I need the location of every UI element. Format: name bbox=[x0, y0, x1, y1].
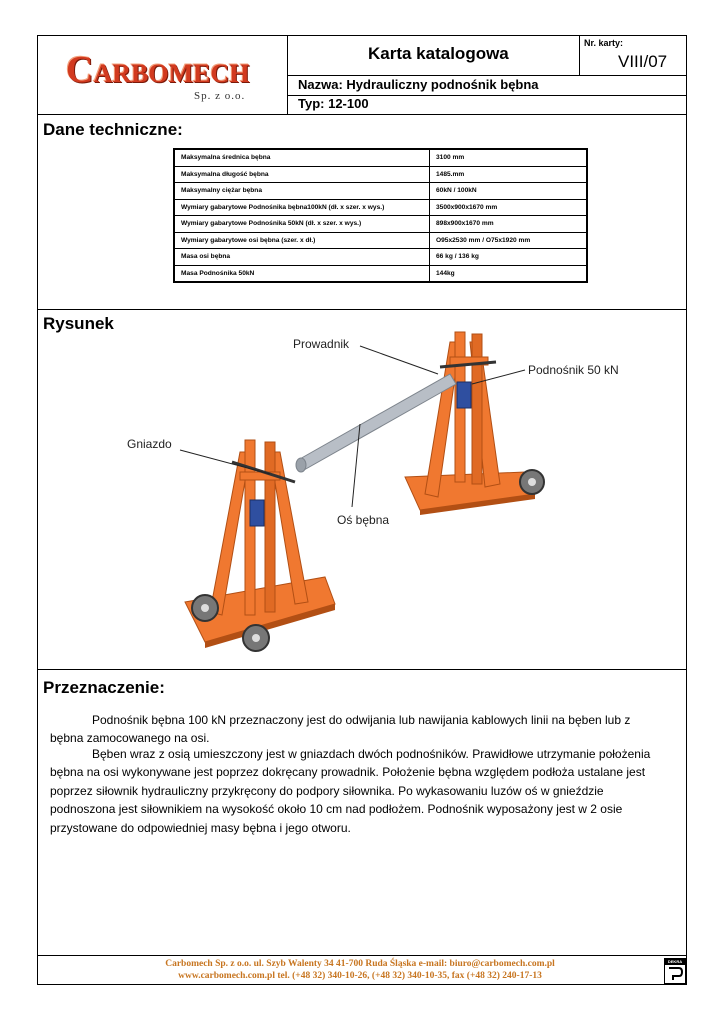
technical-key: Wymiary gabarytowe Podnośnika bębna100kN (dł. x szer. x wys.) bbox=[174, 199, 430, 216]
drawing-heading: Rysunek bbox=[43, 314, 114, 333]
technical-key: Maksymalna średnica bębna bbox=[174, 149, 430, 166]
technical-value: 3100 mm bbox=[430, 149, 588, 166]
card-number-label: Nr. karty: bbox=[584, 38, 624, 48]
label-guide: Prowadnik bbox=[293, 337, 350, 351]
guide-callout-line bbox=[360, 346, 438, 374]
technical-value: O95x2530 mm / O75x1920 mm bbox=[430, 232, 588, 249]
right-hydraulic-cylinder bbox=[457, 382, 471, 408]
footer-divider bbox=[37, 955, 687, 956]
footer-address: Carbomech Sp. z o.o. ul. Szyb Walenty 34 41-700 Ruda Śląska e-mail: biuro@carbomech.com.pl bbox=[165, 959, 555, 969]
technical-row bbox=[174, 199, 587, 216]
certificate-text: DEKRA bbox=[665, 959, 685, 965]
technical-key: Maksymalny ciężar bębna bbox=[174, 183, 430, 200]
technical-key: Masa Podnośnika 50kN bbox=[174, 265, 430, 282]
purpose-p2-line-5: przystowane do odpowiedniej masy bębna i jego otworu. bbox=[50, 820, 351, 835]
page-title: Karta katalogowa bbox=[368, 44, 509, 63]
left-hydraulic-cylinder bbox=[250, 500, 264, 526]
card-number: VIII/07 bbox=[618, 52, 668, 71]
purpose-p2-line-4: podnoszona jest siłownikiem na wysokość około 10 cm nad podłożem. Podnośnik wyposażony jest w 2 osie bbox=[50, 802, 623, 817]
technical-value: 1485.mm bbox=[430, 166, 588, 183]
purpose-paragraph-2 bbox=[50, 745, 674, 837]
axle-end bbox=[296, 458, 306, 472]
company-logo bbox=[66, 48, 266, 108]
left-wheel-1-hub bbox=[201, 604, 209, 612]
quality-certificate-icon bbox=[664, 958, 686, 984]
left-wheel-2-hub bbox=[252, 634, 260, 642]
label-jack: Podnośnik 50 kN bbox=[528, 363, 619, 377]
technical-key: Wymiary gabarytowe osi bębna (szer. x dł.) bbox=[174, 232, 430, 249]
technical-value: 60kN / 100kN bbox=[430, 183, 588, 200]
purpose-p1-line-2: bębna zamocowanego na osi. bbox=[50, 731, 210, 746]
technical-row bbox=[174, 183, 587, 200]
technical-row bbox=[174, 265, 587, 282]
purpose-p2-line-2: bębna na osi wykonywane jest poprzez dokręcany prowadnik. Położenie bębna względem podłoża ustalane jest bbox=[50, 765, 646, 780]
purpose-heading: Przeznaczenie: bbox=[43, 678, 165, 697]
product-name: Nazwa: Hydrauliczny podnośnik bębna bbox=[298, 77, 539, 92]
label-socket: Gniazdo bbox=[127, 437, 172, 451]
certificate-mark bbox=[665, 965, 685, 982]
left-column-b bbox=[265, 442, 275, 612]
technical-value: 3500x900x1670 mm bbox=[430, 199, 588, 216]
product-type: Typ: 12-100 bbox=[298, 96, 369, 111]
technical-key: Masa osi bębna bbox=[174, 249, 430, 266]
section-divider-1 bbox=[37, 309, 687, 310]
technical-key: Maksymalna długość bębna bbox=[174, 166, 430, 183]
logo-suffix: Sp. z o.o. bbox=[194, 90, 246, 102]
technical-table bbox=[173, 148, 588, 283]
technical-heading: Dane techniczne: bbox=[43, 120, 183, 139]
right-wheel-1-hub bbox=[528, 478, 536, 486]
purpose-p2-line-1: Bęben wraz z osią umieszczony jest w gniazdach dwóch podnośników. Prawidłowe utrzymanie położenia bbox=[92, 747, 651, 761]
label-axle: Oś bębna bbox=[337, 513, 390, 527]
technical-value: 898x900x1670 mm bbox=[430, 216, 588, 233]
purpose-p1-line-1: Podnośnik bębna 100 kN przeznaczony jest do odwijania lub nawijania kablowych linii na bęben lub z bbox=[92, 713, 631, 727]
header-row-line-1 bbox=[287, 75, 687, 76]
logo-name: ARBOMECH bbox=[93, 59, 250, 88]
technical-value: 66 kg / 136 kg bbox=[430, 249, 588, 266]
logo-initial: C bbox=[66, 49, 94, 91]
purpose-paragraph-1 bbox=[50, 711, 674, 748]
header-bottom-line bbox=[37, 114, 687, 115]
technical-value: 144kg bbox=[430, 265, 588, 282]
technical-row bbox=[174, 166, 587, 183]
technical-row bbox=[174, 232, 587, 249]
footer-contact: www.carbomech.com.pl tel. (+48 32) 340-10-26, (+48 32) 340-10-35, fax (+48 32) 240-17-13 bbox=[178, 971, 542, 981]
socket-callout-line bbox=[180, 450, 270, 474]
technical-row bbox=[174, 149, 587, 166]
purpose-p2-line-3: poprzez siłownik hydrauliczny przykręcony do podpory siłownika. Po wykasowaniu luzów oś w gnieździe bbox=[50, 783, 604, 798]
technical-row bbox=[174, 249, 587, 266]
header-divider-right bbox=[579, 35, 580, 75]
technical-key: Wymiary gabarytowe Podnośnika 50kN (dł. x szer. x wys.) bbox=[174, 216, 430, 233]
section-divider-2 bbox=[37, 669, 687, 670]
technical-row bbox=[174, 216, 587, 233]
